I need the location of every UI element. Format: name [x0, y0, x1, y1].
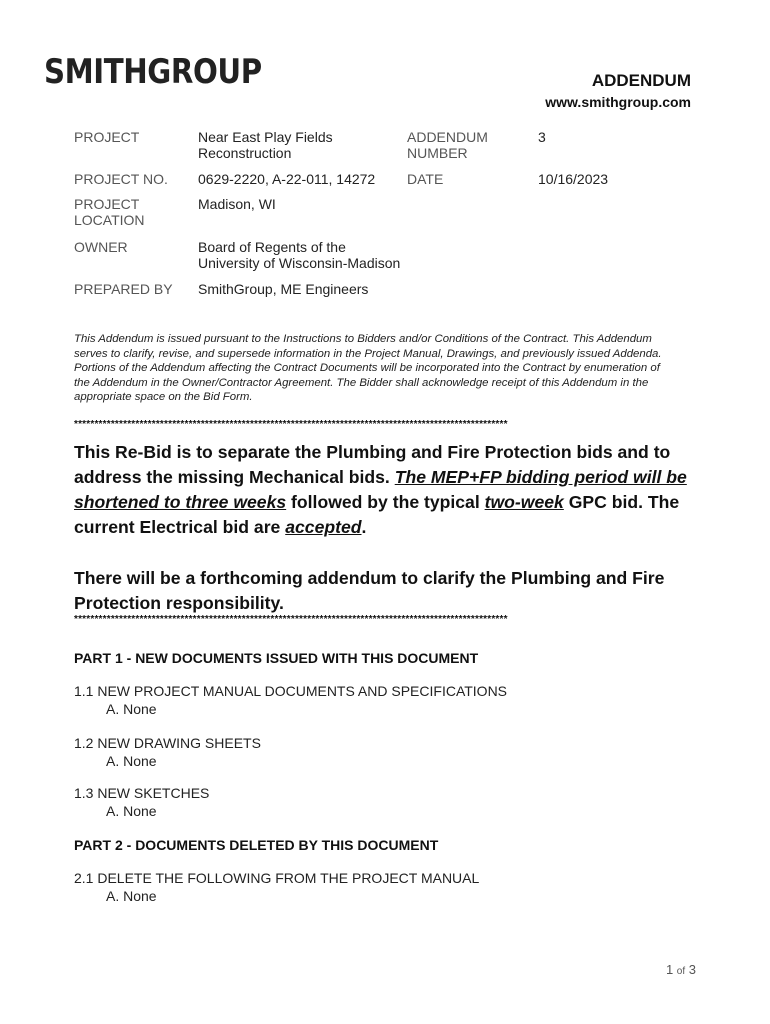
document-type: ADDENDUM	[591, 71, 691, 90]
project-location-label: PROJECT LOCATION	[74, 196, 145, 228]
page-number: 1 of 3	[665, 962, 696, 977]
separator-stars-top: **********************************************************************************************************	[74, 419, 508, 430]
addendum-number-label: ADDENDUM NUMBER	[407, 129, 488, 161]
prepared-by-label: PREPARED BY	[74, 281, 173, 297]
owner-label: OWNER	[74, 239, 128, 255]
date-value: 10/16/2023	[538, 171, 609, 187]
project-no-label: PROJECT NO.	[74, 171, 168, 187]
project-value: Near East Play Fields Reconstruction	[198, 129, 333, 161]
rebid-notice: This Re-Bid is to separate the Plumbing and Fire Protection bids and to address the missing Mechanical bids. The MEP+FP bidding period will be shortened to three weeks followed by the typical two-week GPC bid. The current Electrical bid are accepted.	[74, 442, 687, 537]
project-label: PROJECT	[74, 129, 140, 145]
website-link[interactable]: www.smithgroup.com	[545, 94, 691, 110]
item-1-1: 1.1 NEW PROJECT MANUAL DOCUMENTS AND SPECIFICATIONS A. None	[74, 683, 508, 717]
item-1-2: 1.2 NEW DRAWING SHEETS A. None	[74, 735, 261, 769]
addendum-number-value: 3	[538, 129, 546, 145]
item-2-1: 2.1 DELETE THE FOLLOWING FROM THE PROJECT MANUAL A. None	[74, 870, 480, 904]
forthcoming-notice: There will be a forthcoming addendum to clarify the Plumbing and Fire Protection responsibility.	[74, 568, 665, 613]
part2-heading: PART 2 - DOCUMENTS DELETED BY THIS DOCUMENT	[74, 837, 439, 853]
item-1-3: 1.3 NEW SKETCHES A. None	[74, 785, 210, 819]
project-location-value: Madison, WI	[198, 196, 276, 212]
prepared-by-value: SmithGroup, ME Engineers	[198, 281, 369, 297]
intro-paragraph: This Addendum is issued pursuant to the Instructions to Bidders and/or Conditions of the Contract. This Addendum serves to clarify, revise, and supersede information in the Project Manual, Drawings, and previously issued Addenda. Portions of the Addendum affecting the Contract Documents will be incorporated into the Contract by enumeration of the Addendum in the Owner/Contractor Agreement. The Bidder shall acknowledge receipt of this Addendum in the appropriate space on the Bid Form.	[74, 333, 662, 403]
project-no-value: 0629-2220, A-22-011, 14272	[198, 171, 376, 187]
date-label: DATE	[407, 171, 444, 187]
company-logo: SMITHGROUP	[44, 52, 262, 92]
separator-stars-bottom: **********************************************************************************************************	[74, 614, 508, 625]
owner-value: Board of Regents of the University of Wisconsin-Madison	[198, 239, 401, 271]
part1-heading: PART 1 - NEW DOCUMENTS ISSUED WITH THIS DOCUMENT	[74, 650, 479, 666]
